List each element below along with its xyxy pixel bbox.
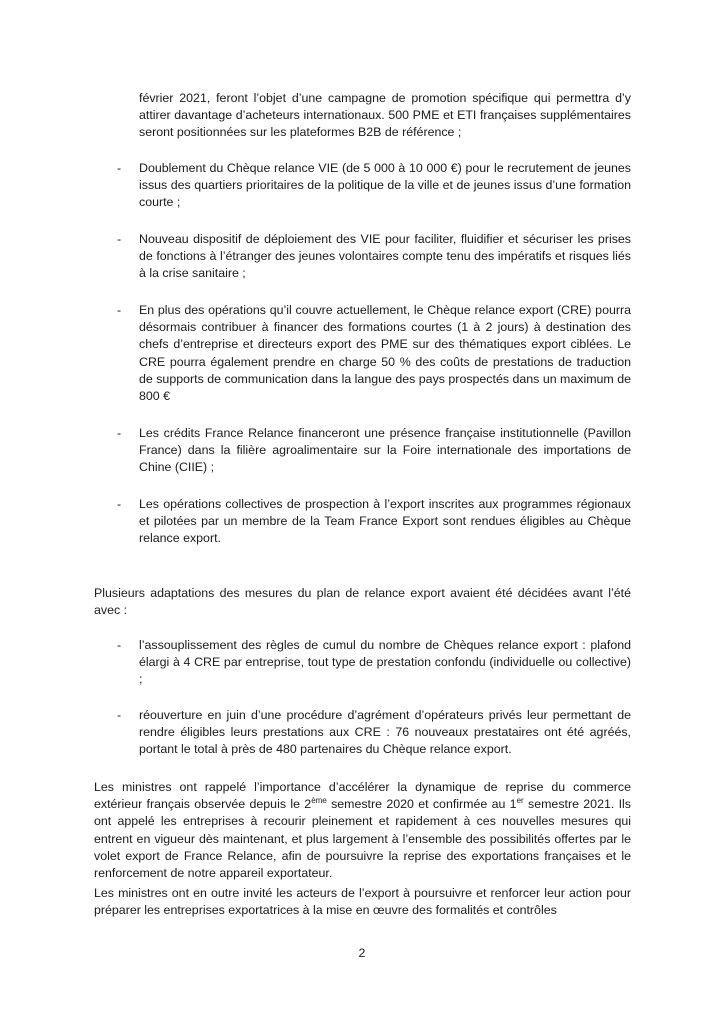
list-item (117, 496, 631, 548)
list-item-text: réouverture en juin d’une procédure d’agrément d’opérateurs privés leur permettant de rendre éligibles leurs prestations aux CRE : 76 nouveaux prestataires ont été agréés, portant le total à près de 480 partenaires du Chèque relance export. (139, 708, 631, 757)
list-item-text: Les opérations collectives de prospection à l’export inscrites aux programmes régionaux et pilotées par un membre de la Team France Export sont rendues éligibles au Chèque relance export. (139, 497, 631, 546)
paragraph: Plusieurs adaptations des mesures du plan de relance export avaient été décidées avant l’été avec : (94, 586, 631, 618)
paragraph: Les ministres ont en outre invité les acteurs de l’export à poursuivre et renforcer leur action pour préparer les entreprises exportatrices à la mise en œuvre des formalités et contrôles (94, 886, 631, 918)
paragraph (94, 779, 631, 882)
page-number: 2 (358, 946, 366, 960)
list-item-text: Les crédits France Relance financeront une présence française institutionnelle (Pavillon France) dans la filière agroalimentaire sur la Foire internationale des importations de Chine (CIIE) ; (139, 426, 631, 475)
list-item (117, 637, 631, 689)
list-item-text: Doublement du Chèque relance VIE (de 5 000 à 10 000 €) pour le recrutement de jeunes issus des quartiers prioritaires de la politique de la ville et de jeunes issus d’une formation courte ; (139, 161, 631, 210)
list-item (117, 160, 631, 212)
list-dash: - (117, 638, 122, 652)
list-dash: - (117, 232, 122, 246)
list-item (117, 302, 631, 405)
paragraph-text: semestre 2021. Ils ont appelé les entreprises à recourir pleinement et rapidement à ces nouvelles mesures qui entrent en vigueur dès maintenant, et plus largement à l’ensemble des possibilités offertes par le volet export de France Relance, afin de poursuivre la reprise des exportations françaises et le renforcement de notre appareil exportateur. (94, 797, 631, 881)
paragraph-text: semestre 2020 et confirmée au 1 (326, 797, 517, 812)
paragraph-text: Les ministres ont rappelé l’importance d’accélérer la dynamique de reprise du commerce extérieur français observée depuis le 2 (94, 780, 631, 812)
list-item-text: En plus des opérations qu’il couvre actuellement, le Chèque relance export (CRE) pourra désormais contribuer à financer des formations courtes (1 à 2 jours) à destination des chefs d’entreprise et directeurs export des PME sur des thématiques export ciblées. Le CRE pourra également prendre en charge 50 % des coûts de prestations de traduction de supports de communication dans la langue des pays prospectés dans un maximum de 800 € (139, 303, 631, 404)
list-item (117, 425, 631, 477)
list-dash: - (117, 303, 122, 317)
list-dash: - (117, 426, 122, 440)
list-item (117, 231, 631, 283)
superscript: ème (311, 796, 327, 806)
list-dash: - (117, 708, 122, 722)
superscript: er (516, 796, 524, 806)
list-dash: - (117, 497, 122, 511)
list-item (139, 90, 631, 142)
list-dash: - (117, 161, 122, 175)
list-item-text: Nouveau dispositif de déploiement des VIE pour faciliter, fluidifier et sécuriser les prises de fonctions à l’étranger des jeunes volontaires compte tenu des impératifs et risques liés à la crise sanitaire ; (139, 232, 631, 281)
list-item (117, 707, 631, 759)
list-item-text: février 2021, feront l’objet d’une campagne de promotion spécifique qui permettra d’y attirer davantage d’acheteurs internationaux. 500 PME et ETI françaises supplémentaires seront positionnées sur les plateformes B2B de référence ; (139, 91, 631, 140)
list-item-text: l’assouplissement des règles de cumul du nombre de Chèques relance export : plafond élargi à 4 CRE par entreprise, tout type de prestation confondu (individuelle ou collective) ; (139, 638, 631, 687)
